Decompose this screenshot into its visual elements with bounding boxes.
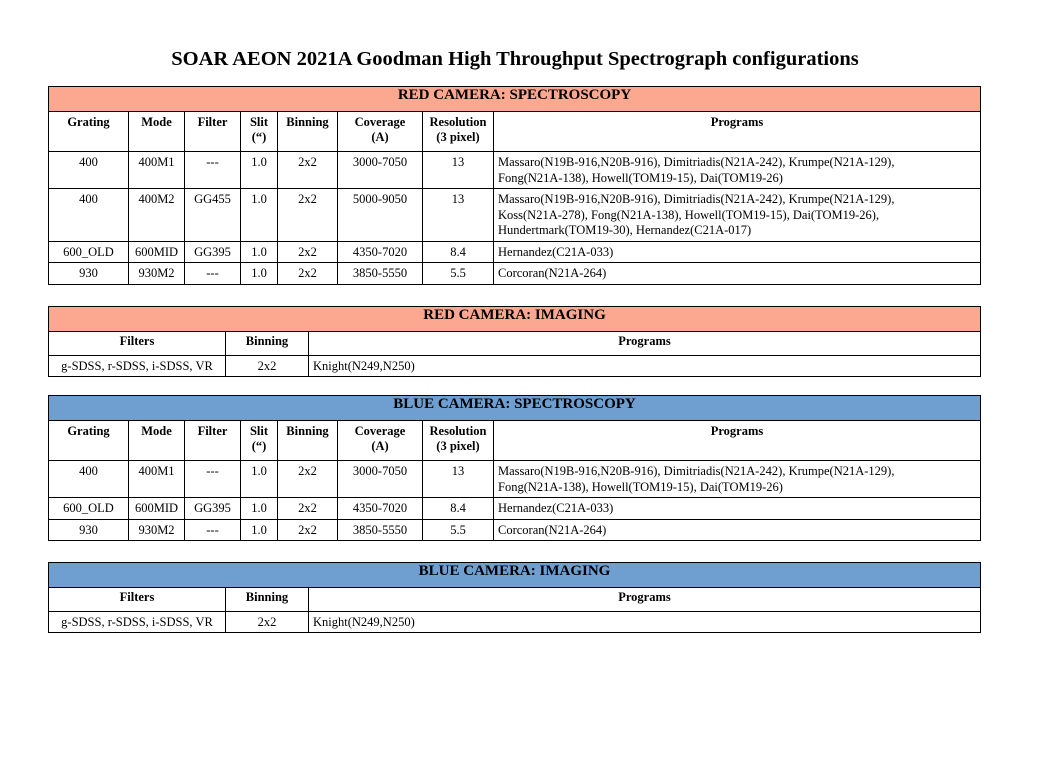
col-programs: Programs: [494, 112, 981, 152]
col-coverage: [338, 112, 423, 152]
table-row: [49, 189, 981, 242]
program-line: Massaro(N19B-916,N20B-916), Dimitriadis(N21A-242), Krumpe(N21A-129),: [498, 155, 895, 169]
cell-filter: GG455: [185, 189, 241, 242]
col-filters: Filters: [49, 332, 226, 356]
cell-slit: 1.0: [241, 498, 278, 520]
col-binning: Binning: [278, 421, 338, 461]
blue-spectroscopy-table: [48, 395, 981, 541]
section-title: RED CAMERA: SPECTROSCOPY: [49, 87, 981, 112]
cell-resolution: 13: [423, 461, 494, 498]
cell-grating: 930: [49, 519, 129, 541]
table-row: [49, 461, 981, 498]
cell-filter: ---: [185, 263, 241, 285]
col-binning: Binning: [226, 588, 309, 612]
cell-grating: 400: [49, 189, 129, 242]
col-programs: Programs: [309, 332, 981, 356]
cell-filters: g-SDSS, r-SDSS, i-SDSS, VR: [49, 356, 226, 377]
col-binning: Binning: [226, 332, 309, 356]
cell-slit: 1.0: [241, 263, 278, 285]
cell-binning: 2x2: [278, 189, 338, 242]
table-row: [49, 263, 981, 285]
cell-resolution: 13: [423, 189, 494, 242]
program-line: Fong(N21A-138), Howell(TOM19-15), Dai(TOM19-26): [498, 170, 783, 185]
cell-resolution: 5.5: [423, 519, 494, 541]
page-title: SOAR AEON 2021A Goodman High Throughput Spectrograph configurations: [171, 48, 859, 70]
cell-programs: [494, 519, 981, 541]
col-coverage-line1: Coverage: [354, 115, 406, 129]
section-title: BLUE CAMERA: IMAGING: [49, 563, 981, 588]
column-header-row: [49, 332, 981, 356]
cell-slit: 1.0: [241, 189, 278, 242]
col-resolution: [423, 421, 494, 461]
cell-resolution: 8.4: [423, 498, 494, 520]
cell-slit: 1.0: [241, 519, 278, 541]
table-row: [49, 152, 981, 189]
program-line: Massaro(N19B-916,N20B-916), Dimitriadis(N21A-242), Krumpe(N21A-129),: [498, 192, 895, 206]
cell-resolution: 8.4: [423, 241, 494, 263]
col-resolution-line1: Resolution: [429, 115, 487, 129]
col-mode: Mode: [129, 421, 185, 461]
cell-coverage: 5000-9050: [338, 189, 423, 242]
cell-mode: 600MID: [129, 241, 185, 263]
cell-resolution: 13: [423, 152, 494, 189]
col-slit-line1: Slit: [249, 115, 269, 129]
cell-grating: 600_OLD: [49, 498, 129, 520]
col-binning: Binning: [278, 112, 338, 152]
section-title: BLUE CAMERA: SPECTROSCOPY: [49, 396, 981, 421]
cell-binning: 2x2: [278, 498, 338, 520]
col-resolution: [423, 112, 494, 152]
program-line: Koss(N21A-278), Fong(N21A-138), Howell(TOM19-15), Dai(TOM19-26),: [498, 207, 880, 222]
cell-binning: 2x2: [226, 356, 309, 377]
program-line: Fong(N21A-138), Howell(TOM19-15), Dai(TOM19-26): [498, 479, 783, 494]
cell-grating: 400: [49, 461, 129, 498]
cell-filter: GG395: [185, 241, 241, 263]
program-line: Hernandez(C21A-033): [498, 501, 614, 515]
cell-coverage: 3850-5550: [338, 519, 423, 541]
cell-binning: 2x2: [278, 241, 338, 263]
col-resolution-line1: Resolution: [429, 424, 487, 438]
col-slit-line1: Slit: [249, 424, 269, 438]
cell-slit: 1.0: [241, 152, 278, 189]
col-slit-line2: (“): [251, 439, 267, 453]
cell-resolution: 5.5: [423, 263, 494, 285]
cell-programs: [494, 461, 981, 498]
program-line: Corcoran(N21A-264): [498, 522, 607, 537]
col-coverage-line2: (A): [371, 130, 389, 144]
red-imaging-table: [48, 306, 981, 377]
cell-grating: 930: [49, 263, 129, 285]
cell-filter: GG395: [185, 498, 241, 520]
table-row: [49, 612, 981, 633]
cell-mode: 400M1: [129, 461, 185, 498]
col-slit: [241, 112, 278, 152]
col-resolution-line2: (3 pixel): [436, 439, 480, 453]
col-coverage-line2: (A): [371, 439, 389, 453]
col-programs: Programs: [309, 588, 981, 612]
cell-programs: Knight(N249,N250): [309, 612, 981, 633]
cell-binning: 2x2: [226, 612, 309, 633]
col-filter: Filter: [185, 421, 241, 461]
cell-programs: [494, 263, 981, 285]
program-line: Hundertmark(TOM19-30), Hernandez(C21A-017): [498, 223, 752, 237]
col-slit: [241, 421, 278, 461]
col-grating: Grating: [49, 421, 129, 461]
cell-mode: 600MID: [129, 498, 185, 520]
col-filters: Filters: [49, 588, 226, 612]
cell-mode: 930M2: [129, 263, 185, 285]
cell-slit: 1.0: [241, 461, 278, 498]
cell-mode: 400M1: [129, 152, 185, 189]
cell-binning: 2x2: [278, 152, 338, 189]
cell-coverage: 3850-5550: [338, 263, 423, 285]
cell-binning: 2x2: [278, 461, 338, 498]
cell-binning: 2x2: [278, 263, 338, 285]
col-coverage-line1: Coverage: [354, 424, 406, 438]
cell-mode: 400M2: [129, 189, 185, 242]
col-slit-line2: (“): [251, 130, 267, 144]
program-line: Hernandez(C21A-033): [498, 244, 614, 259]
cell-filter: ---: [185, 152, 241, 189]
section-title: RED CAMERA: IMAGING: [49, 307, 981, 332]
cell-filters: g-SDSS, r-SDSS, i-SDSS, VR: [49, 612, 226, 633]
cell-programs: [494, 241, 981, 263]
cell-programs: [494, 189, 981, 242]
col-grating: Grating: [49, 112, 129, 152]
cell-grating: 600_OLD: [49, 241, 129, 263]
program-line: Massaro(N19B-916,N20B-916), Dimitriadis(N21A-242), Krumpe(N21A-129),: [498, 464, 895, 478]
blue-imaging-table: [48, 562, 981, 633]
table-row: [49, 498, 981, 520]
col-resolution-line2: (3 pixel): [436, 130, 480, 144]
cell-binning: 2x2: [278, 519, 338, 541]
table-row: [49, 241, 981, 263]
column-header-row: [49, 112, 981, 152]
cell-programs: [494, 152, 981, 189]
cell-coverage: 4350-7020: [338, 241, 423, 263]
cell-slit: 1.0: [241, 241, 278, 263]
red-spectroscopy-table: [48, 86, 981, 285]
cell-filter: ---: [185, 519, 241, 541]
table-row: [49, 519, 981, 541]
cell-programs: Knight(N249,N250): [309, 356, 981, 377]
table-row: [49, 356, 981, 377]
program-line: Corcoran(N21A-264): [498, 266, 607, 280]
col-mode: Mode: [129, 112, 185, 152]
cell-programs: [494, 498, 981, 520]
cell-filter: ---: [185, 461, 241, 498]
column-header-row: [49, 421, 981, 461]
cell-grating: 400: [49, 152, 129, 189]
cell-coverage: 4350-7020: [338, 498, 423, 520]
col-coverage: [338, 421, 423, 461]
cell-coverage: 3000-7050: [338, 461, 423, 498]
cell-coverage: 3000-7050: [338, 152, 423, 189]
cell-mode: 930M2: [129, 519, 185, 541]
col-programs: Programs: [494, 421, 981, 461]
column-header-row: [49, 588, 981, 612]
col-filter: Filter: [185, 112, 241, 152]
